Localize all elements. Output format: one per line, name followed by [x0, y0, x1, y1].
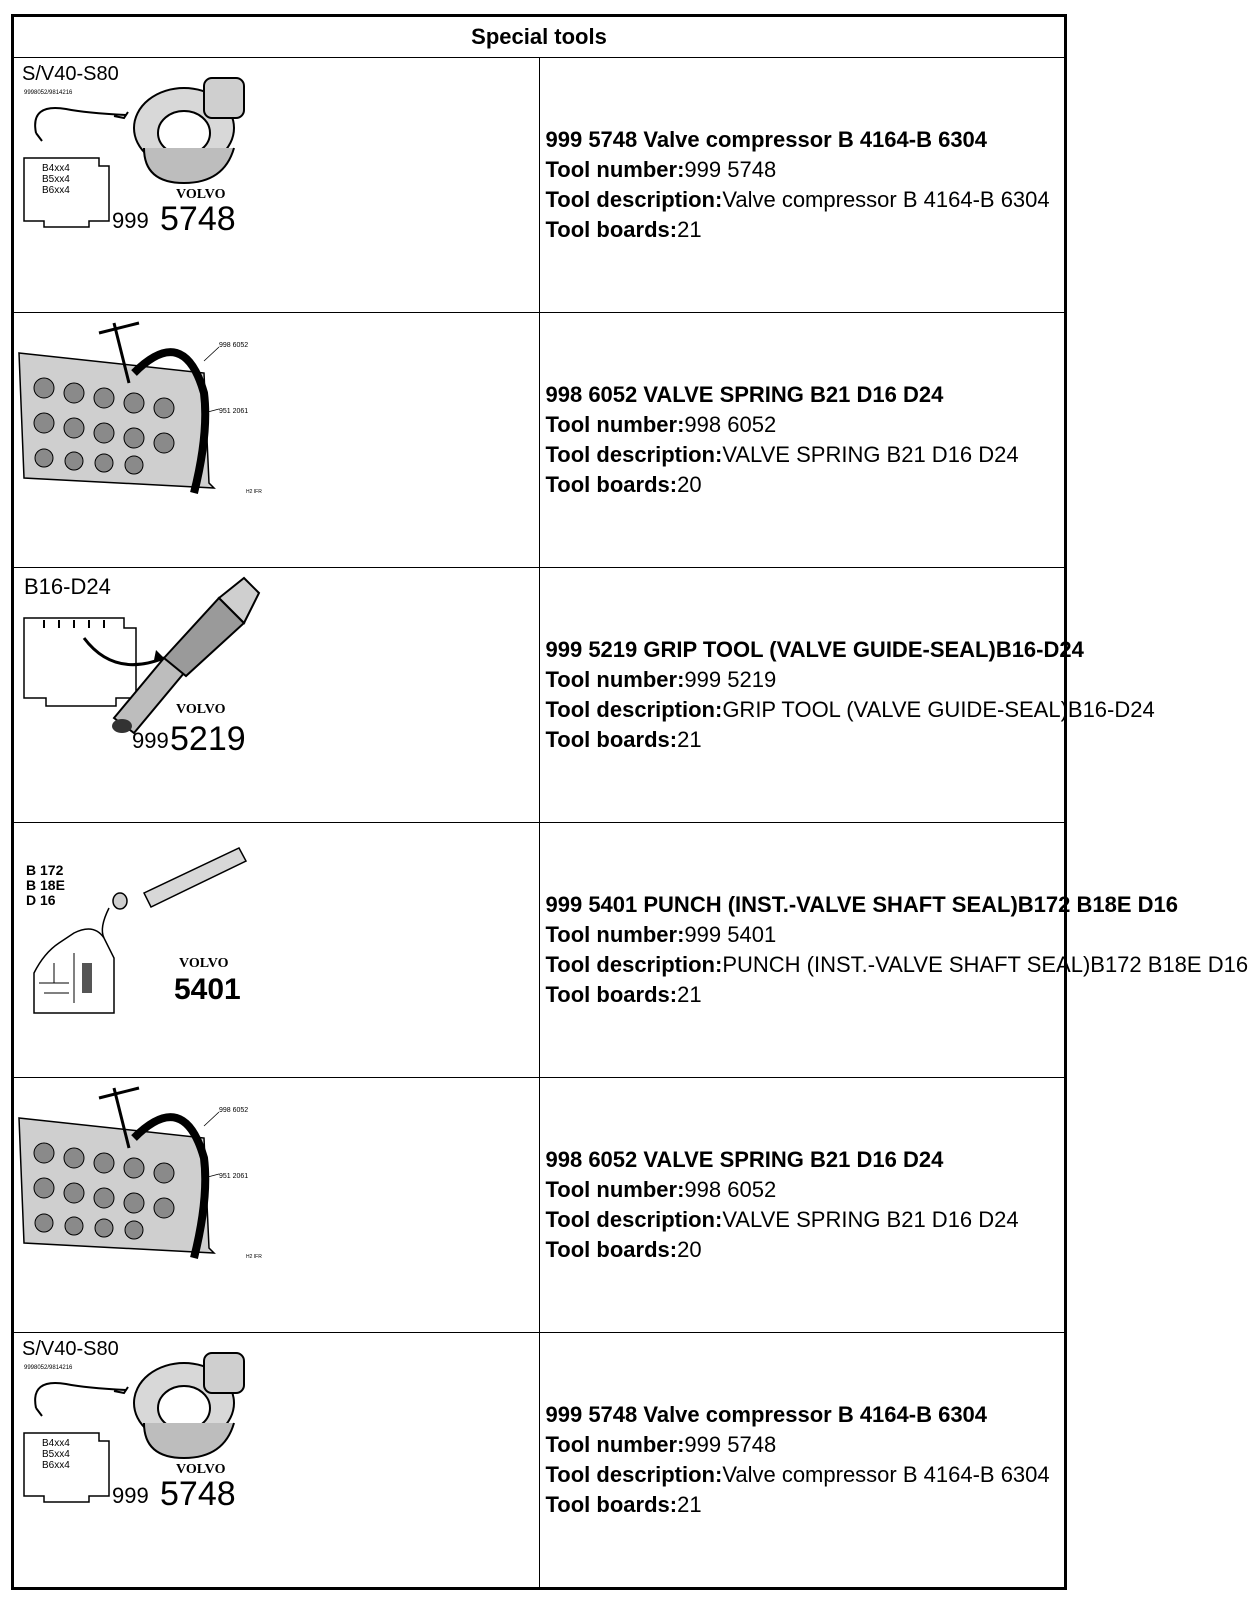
tool-boards-label: Tool boards: — [545, 1492, 678, 1517]
callout-label: 998 6052 — [219, 342, 249, 349]
tool-description-label: Tool description: — [545, 952, 723, 977]
tool-description-label: Tool description: — [545, 1462, 723, 1487]
table-row — [13, 823, 1066, 1078]
tool-number-label: Tool number: — [545, 922, 685, 947]
tool-boards-label: Tool boards: — [545, 217, 678, 242]
tool-boards-label: Tool boards: — [545, 472, 678, 497]
tool-description-label: Tool description: — [545, 697, 723, 722]
part-suffix: 5748 — [160, 1475, 236, 1513]
part-suffix: 5401 — [174, 973, 241, 1006]
volvo-logo: VOLVO — [176, 187, 226, 202]
valve-compressor-illustration — [14, 1333, 269, 1587]
engine-code: B 18E — [26, 877, 65, 893]
tool-description-label: Tool description: — [545, 187, 723, 212]
tool-boards-label: Tool boards: — [545, 727, 678, 752]
tool-boards-label: Tool boards: — [545, 982, 678, 1007]
engine-code: B5xx4 — [42, 1449, 70, 1460]
tool-number-label: Tool number: — [545, 1432, 685, 1457]
tool-title: 999 5748 Valve compressor B 4164-B 6304 — [545, 127, 988, 152]
part-prefix: 999 — [132, 728, 169, 753]
tool-number-value: 999 5219 — [684, 667, 777, 692]
engine-code: B6xx4 — [42, 185, 70, 196]
tool-number-label: Tool number: — [545, 157, 685, 182]
model-caption: B16-D24 — [24, 574, 111, 599]
engine-code: B4xx4 — [42, 163, 70, 174]
engine-code: B6xx4 — [42, 1460, 70, 1471]
tool-description-value: VALVE SPRING B21 D16 D24 — [722, 1207, 1019, 1232]
tool-illustration-cell — [13, 313, 540, 568]
tool-info-cell — [539, 313, 1066, 568]
table-row — [13, 58, 1066, 313]
tool-title: 999 5219 GRIP TOOL (VALVE GUIDE-SEAL)B16-D24 — [545, 637, 1084, 662]
tool-boards-value: 20 — [677, 1237, 702, 1262]
tool-description-value: Valve compressor B 4164-B 6304 — [722, 187, 1050, 212]
part-suffix: 5219 — [170, 720, 246, 758]
table-header-title: Special tools — [13, 16, 1066, 58]
table-row — [13, 313, 1066, 568]
volvo-logo: VOLVO — [176, 1462, 226, 1477]
table-row — [13, 1078, 1066, 1333]
tool-number-value: 999 5748 — [684, 1432, 777, 1457]
callout-label: 951 2061 — [219, 1173, 249, 1180]
tool-info-cell — [539, 58, 1066, 313]
tool-description-value: PUNCH (INST.-VALVE SHAFT SEAL)B172 B18E D16 — [722, 952, 1248, 977]
figure-code: H2 IFR — [246, 489, 262, 495]
tool-number-value: 998 6052 — [684, 412, 777, 437]
tool-number-value: 999 5748 — [684, 157, 777, 182]
small-code: 9998052/9814216 — [24, 1365, 73, 1371]
valve-compressor-illustration — [14, 58, 269, 312]
tool-number-label: Tool number: — [545, 667, 685, 692]
volvo-logo: VOLVO — [176, 702, 226, 717]
tool-illustration-cell — [13, 1078, 540, 1333]
punch-tool-illustration — [14, 823, 269, 1077]
cylinder-head-illustration — [14, 1078, 269, 1332]
tool-info-cell — [539, 1333, 1066, 1589]
tool-number-value: 998 6052 — [684, 1177, 777, 1202]
tool-boards-value: 20 — [677, 472, 702, 497]
model-caption: S/V40-S80 — [22, 1338, 119, 1360]
tool-description-label: Tool description: — [545, 442, 723, 467]
tool-info-cell — [539, 1078, 1066, 1333]
tool-illustration-cell — [13, 568, 540, 823]
tool-boards-value: 21 — [677, 982, 702, 1007]
tool-description-label: Tool description: — [545, 1207, 723, 1232]
tool-boards-value: 21 — [677, 1492, 702, 1517]
tool-number-label: Tool number: — [545, 1177, 685, 1202]
engine-code: B5xx4 — [42, 174, 70, 185]
tool-illustration-cell — [13, 1333, 540, 1589]
engine-code: D 16 — [26, 892, 56, 908]
volvo-logo: VOLVO — [179, 956, 229, 971]
tool-illustration-cell — [13, 58, 540, 313]
tool-number-label: Tool number: — [545, 412, 685, 437]
tool-description-value: Valve compressor B 4164-B 6304 — [722, 1462, 1050, 1487]
engine-code: B4xx4 — [42, 1438, 70, 1449]
figure-code: H2 IFR — [246, 1254, 262, 1260]
tool-title: 999 5401 PUNCH (INST.-VALVE SHAFT SEAL)B172 B18E D16 — [545, 892, 1178, 917]
model-caption: S/V40-S80 — [22, 63, 119, 85]
callout-label: 951 2061 — [219, 408, 249, 415]
part-prefix: 999 — [112, 1483, 149, 1508]
tool-title: 998 6052 VALVE SPRING B21 D16 D24 — [545, 1147, 944, 1172]
callout-label: 998 6052 — [219, 1107, 249, 1114]
tool-title: 998 6052 VALVE SPRING B21 D16 D24 — [545, 382, 944, 407]
tool-info-cell — [539, 568, 1155, 823]
special-tools-table — [11, 14, 1248, 1590]
engine-code: B 172 — [26, 862, 64, 878]
cylinder-head-illustration — [14, 313, 269, 567]
part-suffix: 5748 — [160, 200, 236, 238]
small-code: 9998052/9814216 — [24, 90, 73, 96]
grip-tool-illustration — [14, 568, 269, 822]
table-row — [13, 1333, 1066, 1589]
tool-description-value: VALVE SPRING B21 D16 D24 — [722, 442, 1019, 467]
tool-boards-value: 21 — [677, 217, 702, 242]
tool-info-cell — [539, 823, 1248, 1078]
tool-boards-label: Tool boards: — [545, 1237, 678, 1262]
part-prefix: 999 — [112, 208, 149, 233]
tool-title: 999 5748 Valve compressor B 4164-B 6304 — [545, 1402, 988, 1427]
tool-illustration-cell — [13, 823, 540, 1078]
tool-boards-value: 21 — [677, 727, 702, 752]
table-row — [13, 568, 1066, 823]
tool-number-value: 999 5401 — [684, 922, 777, 947]
tool-description-value: GRIP TOOL (VALVE GUIDE-SEAL)B16-D24 — [722, 697, 1155, 722]
